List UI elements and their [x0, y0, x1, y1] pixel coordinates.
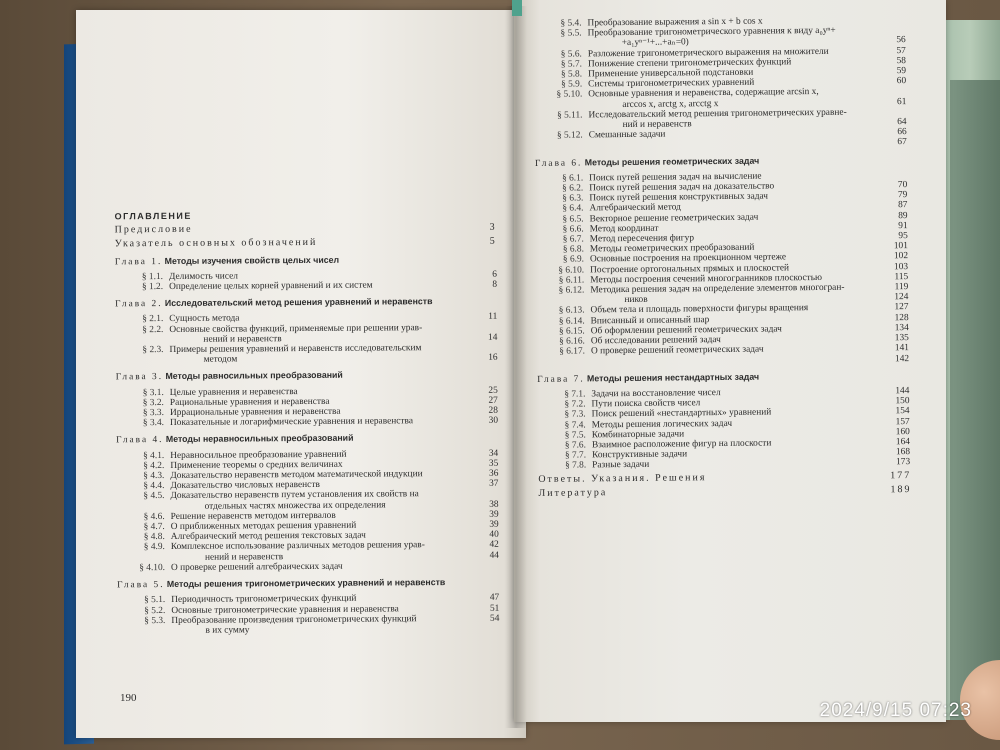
entry-text: Поиск путей решения задач на вычисление: [589, 171, 762, 184]
section-number: § 4.7.: [143, 522, 165, 533]
section-number: § 5.12.: [556, 130, 583, 141]
entry-text: Преобразование произведения тригонометрических функций: [171, 613, 417, 626]
entry-text: Определение целых корней уравнений и их систем: [169, 280, 373, 292]
entry-page: 5: [489, 236, 497, 248]
entry-text: Понижение степени тригонометрических функций: [587, 57, 792, 70]
section-number: § 7.1.: [564, 389, 586, 400]
entry-page: 89: [898, 210, 908, 221]
section-number: § 3.1.: [142, 387, 164, 398]
entry-page: 103: [893, 261, 909, 272]
entry-page: 124: [894, 292, 909, 303]
entry-page: 11: [488, 312, 498, 323]
section-number: § 5.8.: [560, 69, 583, 80]
chapter-heading: [116, 432, 498, 446]
entry-text: Иррациональные уравнения и неравенства: [169, 406, 341, 419]
section-number: § 7.6.: [564, 440, 586, 451]
chapter-title: Методы решения геометрических задач: [584, 155, 760, 168]
entry-text: Поиск путей решения задач на доказательство: [589, 181, 775, 194]
entry-page: 134: [894, 322, 909, 334]
section-number: § 6.7.: [562, 234, 584, 245]
entry-text: Основные тригонометрические уравнения и неравенства: [171, 603, 399, 616]
entry-text: отдельных частях множества их определения: [204, 500, 386, 512]
chapter-label: Глава 5.: [117, 580, 165, 591]
bookmark-strip: [512, 0, 522, 16]
entry-text: ний и неравенств: [622, 119, 692, 131]
entry-text: О проверке решений геометрических задач: [590, 344, 764, 357]
entry-text: Метод координат: [589, 223, 659, 235]
entry-page: 66: [897, 127, 907, 138]
chapter-label: Глава 7.: [537, 374, 585, 385]
entry-text: Доказательство неравенств методом математической индукции: [170, 469, 423, 482]
entry-text: Методы построения сечений многогранников плоскостью: [590, 272, 823, 286]
page-number: 190: [120, 692, 137, 704]
entry-page: 40: [489, 529, 499, 541]
section-number: § 5.4.: [560, 18, 582, 29]
toc-section-entry: [117, 561, 499, 574]
entry-text: Об исследовании решений задач: [590, 335, 721, 347]
section-number: § 6.4.: [562, 203, 584, 215]
section-number: § 6.16.: [559, 336, 585, 347]
entry-page: 67: [897, 137, 907, 148]
entry-text: [623, 148, 887, 151]
entry-text: Взаимное расположение фигур на плоскости: [591, 438, 772, 451]
entry-page: 177: [890, 469, 912, 481]
entry-page: 14: [488, 332, 498, 343]
entry-page: 39: [489, 509, 499, 520]
entry-page: 160: [895, 426, 910, 437]
toc-major-entry: [115, 223, 497, 236]
entry-page: 35: [488, 458, 499, 469]
entry-page: 102: [893, 251, 909, 262]
entry-text: Алгебраический метод: [589, 202, 681, 214]
entry-page: 119: [894, 282, 909, 293]
entry-page: 87: [898, 200, 908, 211]
entry-text: Применение теоремы о средних величинах: [170, 459, 343, 471]
section-number: § 3.4.: [142, 418, 165, 429]
entry-page: 79: [897, 190, 908, 201]
section-number: § 4.10.: [139, 562, 166, 574]
entry-text: [625, 364, 889, 367]
entry-page: 60: [896, 76, 907, 87]
entry-page: 128: [894, 312, 909, 323]
section-number: § 7.3.: [564, 409, 586, 420]
entry-text: Разложение тригонометрического выражения на множители: [587, 46, 829, 60]
entry-text: Методика решения задач на определение элементов многогран-: [590, 282, 845, 296]
entry-text: нений и неравенств: [203, 334, 282, 345]
chapter-heading: [537, 370, 909, 385]
entry-text: Основные свойства функций, применяемые при решении урав-: [169, 322, 423, 335]
entry-text: О проверке решений алгебраических задач: [170, 561, 343, 573]
entry-page: 142: [894, 353, 910, 364]
entry-page: 154: [895, 406, 910, 417]
section-number: § 6.3.: [562, 193, 584, 204]
section-number: § 6.6.: [562, 224, 584, 235]
entry-text: ников: [624, 295, 648, 306]
entry-text: Доказательство неравенств путем установления их свойств на: [170, 489, 419, 502]
entry-text: О приближенных методах решения уравнений: [170, 520, 357, 533]
toc-major-entry: [115, 237, 497, 250]
entry-text: Примеры решения уравнений и неравенств исследовательским: [169, 343, 422, 355]
section-number: § 1.2.: [141, 282, 164, 293]
chapter-label: Глава 1.: [114, 256, 163, 267]
entry-text: Алгебраический метод решения текстовых задач: [170, 530, 366, 543]
entry-page: 34: [488, 448, 499, 459]
chapter-heading: [115, 296, 497, 310]
section-number: § 6.14.: [558, 316, 585, 327]
entry-text: Периодичность тригонометрических функций: [171, 593, 357, 606]
section-number: § 7.8.: [565, 460, 587, 471]
entry-text: Предисловие: [114, 223, 193, 236]
entry-page: 91: [898, 220, 908, 232]
entry-page: 150: [895, 396, 910, 407]
entry-text: Разные задачи: [592, 460, 650, 471]
entry-page: 101: [893, 241, 908, 252]
section-number: § 6.1.: [562, 173, 584, 184]
section-number: § 3.2.: [142, 397, 164, 408]
entry-page: 115: [894, 271, 909, 283]
entry-page: 59: [896, 66, 907, 77]
toc-major-entry: [538, 485, 910, 499]
entry-text: Поиск решений «нестандартных» уравнений: [591, 407, 772, 420]
entry-page: 95: [898, 231, 908, 242]
toc-left: [115, 209, 500, 637]
chapter-title: Методы неравносильных преобразований: [165, 433, 354, 445]
entry-text: Решение неравенств методом интервалов: [170, 510, 336, 522]
section-number: § 6.2.: [562, 183, 584, 194]
section-number: § 6.5.: [562, 214, 584, 225]
entry-text: Задачи на восстановление чисел: [591, 387, 721, 400]
entry-page: 56: [896, 35, 906, 46]
entry-text: Об оформлении решений геометрических задач: [590, 324, 782, 337]
entry-page: 51: [489, 603, 500, 614]
entry-page: 38: [489, 499, 499, 510]
entry-text: методом: [203, 354, 238, 365]
section-number: § 4.6.: [143, 511, 165, 523]
entry-text: Литература: [538, 486, 608, 499]
entry-text: Сущность метода: [169, 313, 240, 325]
entry-text: Целые уравнения и неравенства: [169, 386, 298, 398]
entry-text: Системы тригонометрических уравнений: [588, 77, 755, 90]
chapter-label: Глава 2.: [115, 299, 163, 310]
chapter-heading: [535, 154, 907, 169]
section-number: § 5.11.: [556, 110, 583, 121]
entry-text: Доказательство числовых неравенств: [170, 480, 320, 492]
entry-text: Метод пересечения фигур: [589, 233, 695, 245]
entry-page: 42: [489, 540, 499, 551]
chapter-label: Глава 3.: [115, 372, 164, 383]
book-gutter-shadow: [505, 6, 527, 728]
section-number: § 4.5.: [143, 491, 165, 502]
entry-text: Основные уравнения и неравенства, содержащие arcsin x,: [588, 87, 819, 100]
section-number: § 4.8.: [143, 532, 165, 543]
section-number: § 4.9.: [143, 542, 165, 553]
chapter-label: Глава 6.: [534, 158, 583, 169]
chapter-title: Методы изучения свойств целых чисел: [164, 254, 340, 266]
entry-text: Делимость чисел: [168, 271, 238, 282]
chapter-title: Методы решения тригонометрических уравнений и неравенств: [166, 577, 446, 590]
toc-left-list: [115, 223, 500, 637]
section-number: § 7.2.: [564, 399, 586, 410]
entry-text: Комбинаторные задачи: [591, 429, 685, 441]
entry-page: 16: [488, 352, 498, 363]
section-number: § 5.9.: [561, 79, 583, 90]
chapter-heading: [116, 369, 498, 383]
section-number: § 6.15.: [558, 326, 585, 337]
section-number: § 5.2.: [144, 605, 166, 616]
entry-text: нений и неравенств: [204, 551, 284, 563]
entry-page: 135: [894, 333, 909, 344]
section-number: § 2.3.: [142, 345, 164, 356]
section-number: § 1.1.: [141, 271, 164, 282]
entry-page: 127: [894, 302, 909, 313]
entry-text: Неравносильное преобразование уравнений: [170, 449, 347, 461]
entry-page: 44: [489, 550, 499, 561]
entry-text: Основные построения на проекционном чертеже: [589, 252, 787, 265]
section-number: § 6.11.: [558, 275, 585, 286]
book-cover-right-edge: [950, 80, 1000, 720]
photo-timestamp: 2024/9/15 07:23: [819, 700, 972, 721]
entry-page: 189: [890, 483, 912, 495]
entry-text: Исследовательский метод решения тригонометрических уравне-: [588, 107, 847, 121]
toc-right: [533, 15, 910, 503]
entry-text: Вписанный и описанный шар: [590, 314, 710, 327]
chapter-title: Методы равносильных преобразований: [165, 370, 343, 382]
entry-page: 30: [488, 415, 499, 426]
entry-text: Смешанные задачи: [588, 129, 666, 141]
chapter-title: Исследовательский метод решения уравнений и неравенств: [164, 296, 433, 309]
entry-text: Показательные и логарифмические уравнения и неравенства: [169, 416, 414, 429]
entry-text: Объем тела и площадь поверхности фигуры вращения: [590, 303, 809, 316]
entry-text: Ответы. Указания. Решения: [538, 471, 707, 485]
section-number: § 2.1.: [142, 314, 164, 325]
entry-page: 61: [896, 96, 907, 107]
right-page: [514, 0, 946, 722]
section-number: § 3.3.: [142, 408, 164, 419]
entry-page: 164: [895, 436, 910, 448]
section-number: § 6.17.: [559, 346, 586, 358]
section-number: § 7.4.: [564, 419, 586, 431]
entry-page: 58: [896, 55, 906, 66]
entry-page: 37: [489, 478, 499, 489]
entry-page: 173: [896, 457, 911, 468]
entry-page: 47: [489, 592, 500, 604]
entry-page: 70: [897, 180, 908, 191]
section-number: § 5.10.: [556, 89, 583, 101]
toc-section-entry: [116, 416, 498, 429]
chapter-heading: [115, 253, 497, 267]
chapter-label: Глава 4.: [116, 435, 164, 446]
entry-page: 8: [492, 279, 498, 290]
section-number: § 2.2.: [142, 324, 164, 335]
entry-text: Преобразование тригонометрического уравнения к виду a₀yⁿ+: [587, 26, 836, 39]
section-number: § 6.9.: [562, 254, 585, 266]
chapter-heading: [117, 577, 499, 591]
entry-page: 54: [489, 613, 500, 624]
section-number: § 5.3.: [144, 615, 166, 626]
section-number: § 5.7.: [560, 59, 583, 70]
section-number: § 5.1.: [144, 595, 166, 606]
section-number: § 6.13.: [558, 305, 585, 317]
entry-text: Поиск путей решения конструктивных задач: [589, 191, 769, 204]
section-number: § 4.4.: [143, 481, 165, 492]
entry-text: в их сумму: [205, 625, 250, 636]
entry-text: Указатель основных обозначений: [114, 237, 318, 250]
entry-page: 36: [488, 468, 499, 479]
section-number: § 4.1.: [143, 450, 165, 461]
section-number: § 7.5.: [564, 430, 586, 441]
entry-text: Методы геометрических преобразований: [589, 242, 755, 255]
entry-page: 141: [894, 343, 909, 354]
entry-page: 25: [488, 385, 498, 396]
left-page: [76, 10, 526, 738]
entry-page: 64: [897, 117, 907, 128]
entry-text: Рациональные уравнения и неравенства: [169, 396, 330, 408]
section-number: § 4.2.: [143, 460, 165, 472]
entry-page: 57: [896, 45, 906, 56]
entry-page: 39: [489, 519, 499, 530]
entry-text: Конструктивные задачи: [591, 449, 688, 461]
entry-text: arccos x, arctg x, arcctg x: [622, 98, 719, 110]
chapter-title: Методы решения нестандартных задач: [586, 371, 760, 384]
entry-page: 27: [488, 395, 498, 406]
entry-page: 144: [895, 385, 910, 397]
entry-text: Пути поиска свойств чисел: [591, 398, 701, 410]
toc-title: ОГЛАВЛЕНИЕ: [114, 210, 192, 222]
entry-text: +a₁yⁿ⁻¹+...+aₙ=0): [621, 37, 689, 49]
section-number: § 5.5.: [560, 28, 582, 39]
entry-page: 3: [489, 221, 497, 233]
entry-page: 157: [895, 416, 910, 427]
section-number: § 4.3.: [143, 471, 165, 482]
entry-text: Методы решения логических задач: [591, 418, 733, 430]
entry-text: Построение ортогональных прямых и плоскостей: [590, 262, 790, 276]
entry-page: 28: [488, 405, 498, 416]
section-number: § 5.6.: [560, 49, 582, 60]
toc-right-list: [533, 15, 910, 499]
section-number: § 7.7.: [564, 450, 587, 461]
entry-page: 168: [895, 447, 911, 458]
toc-major-entry: [538, 471, 910, 485]
section-number: § 6.8.: [562, 244, 584, 255]
entry-text: Применение универсальной подстановки: [588, 67, 754, 80]
entry-text: Векторное решение геометрических задач: [589, 212, 759, 225]
entry-page: 6: [492, 269, 498, 280]
section-number: § 6.12.: [558, 285, 585, 296]
entry-text: Преобразование выражения a sin x + b cos x: [587, 16, 763, 29]
toc-section-entry: [115, 280, 497, 293]
section-number: § 6.10.: [558, 265, 585, 276]
entry-text: Комплексное использование различных методов решения урав-: [170, 540, 425, 553]
